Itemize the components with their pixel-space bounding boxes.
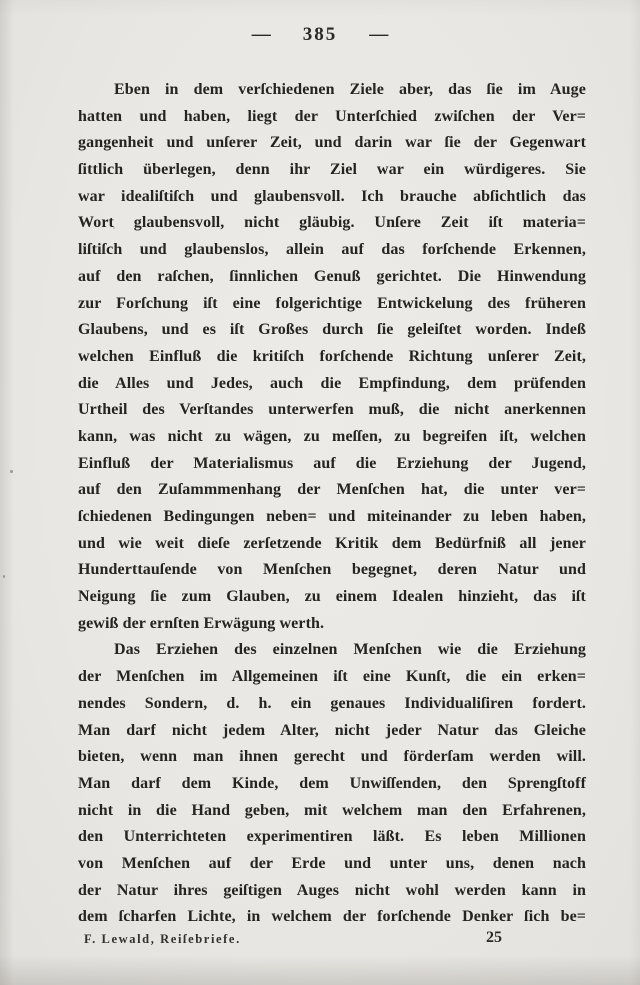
text-line: welchen Einfluß die kritiſch forſchende Richtung unſerer Zeit, [78,347,586,365]
text-line: Das Erziehen des einzelnen Menſchen wie die Erziehung [114,641,586,659]
body-text [78,77,586,931]
text-line: zur Forſchung iſt eine folgerichtige Entwickelung des früheren [78,294,586,312]
page-number: 385 [302,24,338,45]
text-line: war idealiſtiſch und glaubensvoll. Ich brauche abſichtlich das [78,187,586,205]
text-line: der Menſchen im Allgemeinen iſt eine Kunſt, die ein erken= [78,668,586,686]
scan-speck [113,227,115,229]
text-line: ſittlich überlegen, denn ihr Ziel war ein würdigeres. Sie [78,161,586,179]
paragraph [78,77,586,637]
header-right-dash: — [369,24,389,45]
footer-sheet-number: 25 [486,929,502,946]
text-line: Man darf dem Kinde, dem Unwiſſenden, den Sprengſtoff [78,774,586,792]
scan-speck [3,575,5,578]
footer-signature: F. Lewald, Reiſebriefe. [84,932,241,946]
text-line: auf den Zuſammmenhang der Menſchen hat, die unter ver= [78,481,586,499]
page-footer [84,929,586,951]
text-line: Man darf nicht jedem Alter, nicht jeder Natur das Gleiche [78,721,586,739]
text-line: bieten, wenn man ihnen gerecht und förderſam werden will. [78,748,586,766]
text-line: Glaubens, und es iſt Großes durch ſie geleiſtet worden. Indeß [78,321,586,339]
text-line: dem ſcharfen Lichte, in welchem der forſchende Denker ſich be= [78,908,586,926]
page-header [0,24,640,46]
text-line: kann, was nicht zu wägen, zu meſſen, zu begreifen iſt, welchen [78,427,586,445]
header-left-dash: — [251,24,271,45]
text-line: Urtheil des Verſtandes unterwerfen muß, die nicht anerkennen [78,401,586,419]
text-line: Wort glaubensvoll, nicht gläubig. Unſere Zeit iſt materia= [78,214,586,232]
text-line: Eben in dem verſchiedenen Ziele aber, das ſie im Auge [114,81,586,98]
text-line: der Natur ihres geiſtigen Auges nicht wohl werden kann in [78,881,586,899]
text-line: hatten und haben, liegt der Unterſchied zwiſchen der Ver= [78,107,586,125]
text-line: die Alles und Jedes, auch die Empfindung, dem prüfenden [78,374,586,392]
text-line: Neigung ſie zum Glauben, zu einem Idealen hinzieht, das iſt [78,588,586,606]
text-line: ſchiedenen Bedingungen neben= und miteinander zu leben haben, [78,508,586,525]
text-line: nendes Sondern, d. h. ein genaues Individualiſiren fordert. [78,694,586,712]
text-line: gangenheit und unſerer Zeit, und darin war ſie der Gegenwart [78,134,586,152]
paragraph [78,637,586,931]
text-line: und wie weit dieſe zerſetzende Kritik dem Bedürfniß all jener [78,534,586,552]
text-line: den Unterrichteten experimentiren läßt. Es leben Millionen [78,828,586,846]
scan-speck [10,470,13,473]
text-line: gewiß der ernſten Erwägung werth. [78,614,325,632]
text-line: liſtiſch und glaubenslos, allein auf das forſchende Erkennen, [78,241,586,259]
text-line: nicht in die Hand geben, mit welchem man den Erfahrenen, [78,801,586,819]
text-line: auf den raſchen, ſinnlichen Genuß gerichtet. Die Hinwendung [78,267,586,285]
text-line: Hunderttauſende von Menſchen begegnet, deren Natur und [78,561,586,579]
text-line: von Menſchen auf der Erde und unter uns, denen nach [78,854,586,872]
text-line: Einfluß der Materialismus auf die Erziehung der Jugend, [78,454,586,472]
